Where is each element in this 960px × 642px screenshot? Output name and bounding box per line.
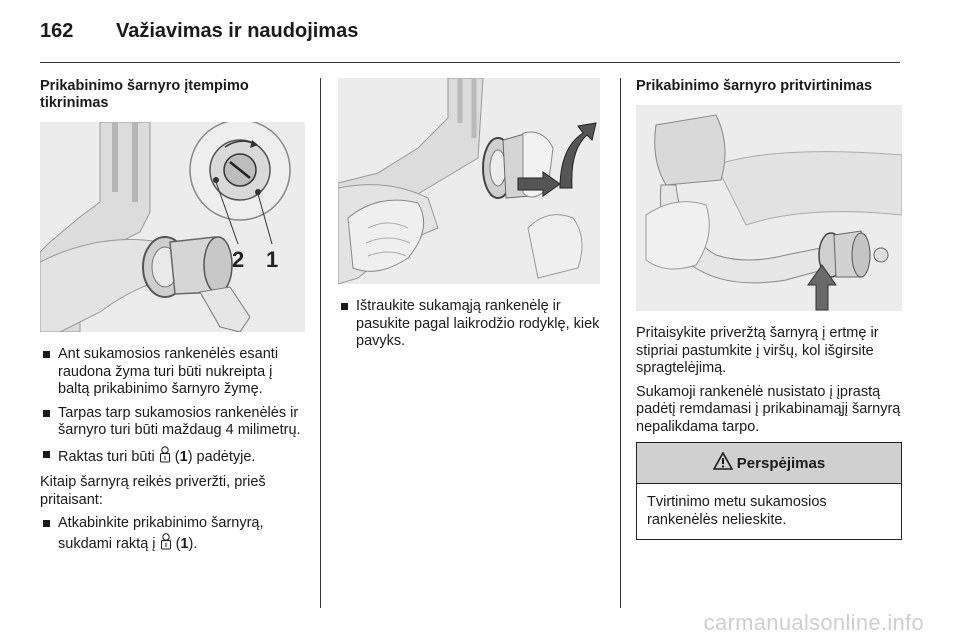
column-knob-pull <box>338 78 600 357</box>
illustration-hitch-knob <box>40 122 305 332</box>
warning-title: Perspėjimas <box>736 454 826 472</box>
tension-check-list <box>40 346 305 468</box>
warning-box <box>636 442 902 540</box>
paragraph-tighten-note: Kitaip šarnyrą reikės priveržti, prieš pritaisant: <box>40 474 266 508</box>
list-item: Ištraukite sukamąją rankenėlę ir pasukite pagal laikrodžio rodyklę, kiek pavyks. <box>338 298 600 351</box>
key-lock-icon <box>159 446 171 469</box>
list-item-text: ). <box>188 535 198 552</box>
page-number: 162 <box>40 20 74 42</box>
list-item <box>40 446 305 469</box>
illustration-pull-knob <box>338 78 600 284</box>
list-item <box>40 515 305 555</box>
section-title-attach: Prikabinimo šarnyro pritvirtinimas <box>636 78 873 94</box>
warning-text: Tvirtinimo metu sukamosios rankenėlės nelieskite. <box>647 494 827 528</box>
figure-label-2: 2 <box>232 247 245 272</box>
list-item-text: Atkabinkite prikabinimo šarnyrą, sukdami raktą į <box>58 515 264 552</box>
paren-open: ( <box>174 448 180 465</box>
column-attach <box>636 78 902 540</box>
paren-open: ( <box>175 535 181 552</box>
figure-label-1: 1 <box>266 247 279 272</box>
illustration-attach-hitch <box>636 105 902 311</box>
warning-triangle-icon <box>713 452 733 474</box>
page-header <box>40 18 900 63</box>
pull-knob-list <box>338 298 600 351</box>
list-item: Ant sukamosios rankenėlės esanti raudona žyma turi būti nukreipta į baltą prikabinimo šarnyro žymę. <box>40 346 305 399</box>
unlock-list <box>40 515 305 555</box>
list-item-text: ) padėtyje. <box>187 448 256 465</box>
callout-number: 1 <box>180 535 189 552</box>
attach-hitch-drawing <box>636 105 902 311</box>
list-item: Tarpas tarp sukamosios rankenėlės ir šarnyro turi būti maždaug 4 milimetrų. <box>40 405 305 440</box>
callout-number: 1 <box>179 448 188 465</box>
list-item-text: Raktas turi būti <box>58 448 155 465</box>
section-title-tension-check: Prikabinimo šarnyro įtempimo tikrinimas <box>40 78 249 111</box>
chapter-title: Važiavimas ir naudojimas <box>116 20 359 42</box>
column-divider <box>320 78 321 608</box>
pull-knob-drawing <box>338 78 600 284</box>
column-tension-check <box>40 78 305 561</box>
warning-header <box>637 443 901 484</box>
paragraph-attach: Pritaisykite priveržtą šarnyrą į ertmę ir stipriai pastumkite į viršų, kol išgirsite spragtelėjimą. <box>636 325 879 376</box>
key-lock-icon <box>160 533 172 556</box>
paragraph-knob-position: Sukamoji rankenėlė nusistato į įprastą padėtį remdamasi į prikabinamąjį šarnyrą nepalikdama tarpo. <box>636 383 901 435</box>
hitch-knob-drawing <box>40 122 305 332</box>
column-divider <box>620 78 621 608</box>
watermark: carmanualsonline.info <box>703 610 924 635</box>
